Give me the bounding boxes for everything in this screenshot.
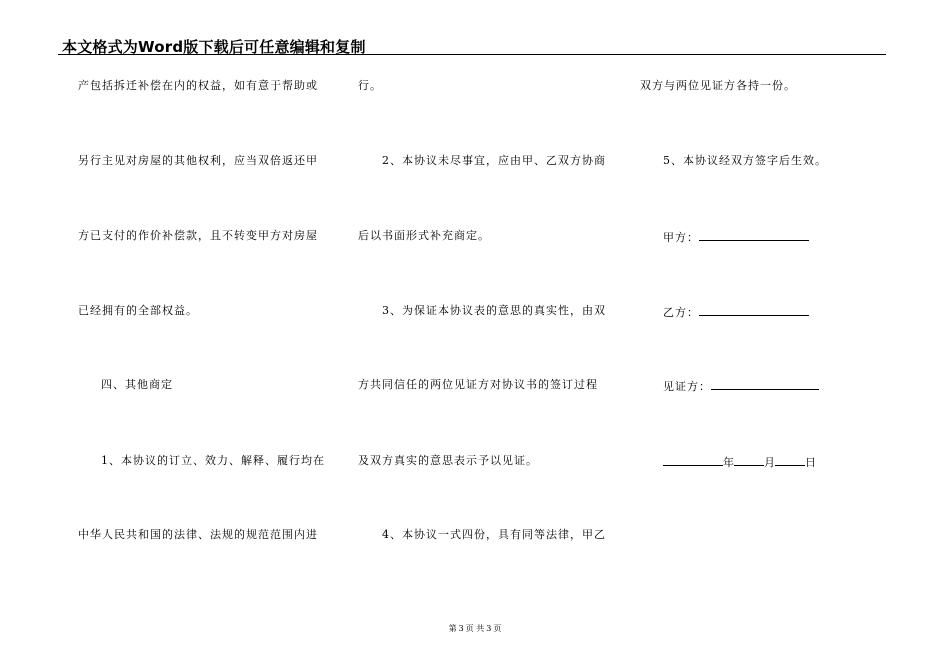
page-total: 3 [486,624,492,633]
col1-line-3: 方已支付的作价补偿款，且不转变甲方对房屋 [78,229,318,242]
party-a-signature-line[interactable] [699,229,809,241]
col1-line-7: 中华人民共和国的法律、法规的规范范围内进 [78,528,318,541]
header-divider [58,54,886,55]
col1-line-2: 另行主见对房屋的其他权利，应当双倍返还甲 [78,154,318,167]
col3-line-2: 5、本协议经双方签字后生效。 [663,154,827,167]
col3-line-1: 双方与两位见证方各持一份。 [640,79,796,92]
col1-line-1: 产包括拆迁补偿在内的权益，如有意于帮助或 [78,79,318,92]
date-line [663,454,816,470]
year-blank[interactable] [663,454,723,466]
col1-section-heading: 四、其他商定 [101,378,173,391]
witness-label: 见证方： [663,380,711,393]
party-a-signature [663,229,809,245]
col2-line-5: 方共同信任的两位见证方对协议书的签订过程 [358,378,598,391]
page-mid: 页 共 [465,624,485,633]
witness-signature [663,378,819,394]
day-label: 日 [805,456,816,469]
col2-line-1: 行。 [358,79,382,92]
month-label: 月 [764,456,775,469]
col2-line-7: 4、本协议一式四份，具有同等法律，甲乙 [382,528,606,541]
col1-line-4: 已经拥有的全部权益。 [78,304,198,317]
page-suffix: 页 [493,624,502,633]
col2-line-2: 2、本协议未尽事宜，应由甲、乙双方协商 [382,154,606,167]
page-prefix: 第 [448,624,457,633]
col2-line-3: 后以书面形式补充商定。 [358,229,490,242]
party-b-label: 乙方： [663,306,699,319]
party-b-signature [663,304,809,320]
party-b-signature-line[interactable] [699,304,809,316]
year-label: 年 [723,456,734,469]
page-number [0,623,950,634]
month-blank[interactable] [734,454,764,466]
col2-line-4: 3、为保证本协议表的意思的真实性，由双 [382,304,606,317]
col1-line-6: 1、本协议的订立、效力、解释、履行均在 [101,454,325,467]
document-title: 本文格式为Word版下载后可任意编辑和复制 [62,38,366,56]
party-a-label: 甲方： [663,231,699,244]
day-blank[interactable] [775,454,805,466]
col2-line-6: 及双方真实的意思表示予以见证。 [358,454,538,467]
witness-signature-line[interactable] [711,378,819,390]
page-current: 3 [458,624,464,633]
